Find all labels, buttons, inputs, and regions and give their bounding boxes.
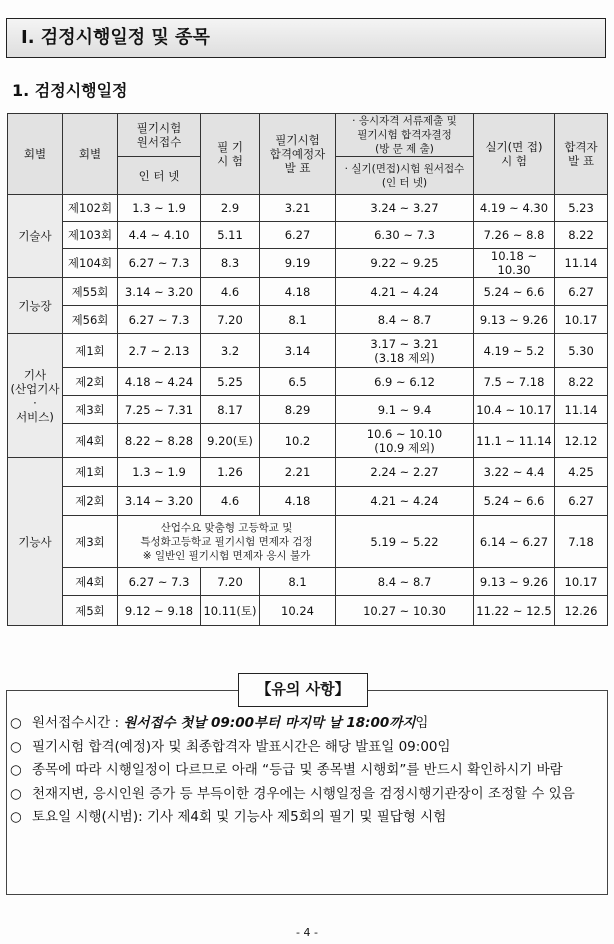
final-cell: 8.22 [555,222,608,249]
docs-cell: 8.4 ~ 8.7 [336,568,474,596]
practical-cell: 9.13 ~ 9.26 [474,568,555,596]
final-cell: 12.12 [555,424,608,458]
practical-cell: 7.26 ~ 8.8 [474,222,555,249]
docs-cell: 5.19 ~ 5.22 [336,516,474,568]
final-cell: 8.22 [555,368,608,396]
grade-cell: 기사 (산업기사 · 서비스) [8,334,63,458]
round-cell: 제1회 [63,458,118,487]
page-number: - 4 - [296,926,318,939]
header-written-exam: 필 기 시 험 [201,114,260,195]
written-cell: 8.3 [201,249,260,278]
apply-cell: 6.27 ~ 7.3 [118,568,201,596]
notice-text: 필기시험 합격(예정)자 및 최종합격자 발표시간은 해당 발표일 09:00임 [32,738,451,755]
announce-cell: 3.21 [260,195,336,222]
practical-cell: 7.5 ~ 7.18 [474,368,555,396]
final-cell: 5.30 [555,334,608,368]
table-body [8,195,608,626]
practical-cell: 9.13 ~ 9.26 [474,306,555,334]
docs-cell: 3.17 ~ 3.21 (3.18 제외) [336,334,474,368]
round-cell: 제1회 [63,334,118,368]
grade-cell: 기술사 [8,195,63,278]
announce-cell: 8.1 [260,306,336,334]
announce-cell: 8.29 [260,396,336,424]
grade-cell: 기능사 [8,458,63,626]
written-cell: 10.11(토) [201,596,260,626]
apply-cell: 4.4 ~ 4.10 [118,222,201,249]
announce-cell: 4.18 [260,487,336,516]
apply-cell: 4.18 ~ 4.24 [118,368,201,396]
table-row [8,487,608,516]
announce-cell: 10.24 [260,596,336,626]
written-cell: 4.6 [201,278,260,306]
round-cell: 제3회 [63,396,118,424]
final-cell: 10.17 [555,306,608,334]
table-row [8,278,608,306]
notice-emphasis: 원서접수 첫날 09:00부터 마지막 날 18:00까지 [123,715,416,731]
practical-cell: 5.24 ~ 6.6 [474,278,555,306]
grade-cell: 기능장 [8,278,63,334]
section-title: Ⅰ. 검정시행일정 및 종목 [6,18,606,58]
bullet-icon: ○ [10,715,22,731]
final-cell: 11.14 [555,249,608,278]
docs-cell: 2.24 ~ 2.27 [336,458,474,487]
notice-title: 【유의 사항】 [238,673,368,707]
header-practical-apply: · 실기(면접)시험 원서접수 (인 터 넷) [336,157,474,195]
written-cell: 3.2 [201,334,260,368]
practical-cell: 5.24 ~ 6.6 [474,487,555,516]
apply-cell: 3.14 ~ 3.20 [118,278,201,306]
header-final: 합격자 발 표 [555,114,608,195]
apply-cell: 6.27 ~ 7.3 [118,249,201,278]
docs-cell: 8.4 ~ 8.7 [336,306,474,334]
notice-item [10,736,605,760]
table-row [8,368,608,396]
practical-cell: 11.22 ~ 12.5 [474,596,555,626]
written-cell: 5.11 [201,222,260,249]
notice-text: 원서접수시간 : 원서접수 첫날 09:00부터 마지막 날 18:00까지임 [32,715,429,731]
notice-text: 천재지변, 응시인원 증가 등 부득이한 경우에는 시행일정을 검정시행기관장이 조정할 수 있음 [32,785,575,802]
final-cell: 11.14 [555,396,608,424]
table-row [8,195,608,222]
docs-cell: 10.27 ~ 10.30 [336,596,474,626]
notice-item [10,783,605,807]
practical-cell: 4.19 ~ 4.30 [474,195,555,222]
header-grade: 회별 [8,114,63,195]
round-cell: 제4회 [63,424,118,458]
announce-cell: 9.19 [260,249,336,278]
final-cell: 12.26 [555,596,608,626]
apply-cell: 6.27 ~ 7.3 [118,306,201,334]
written-cell: 5.25 [201,368,260,396]
round-cell: 제3회 [63,516,118,568]
round-cell: 제2회 [63,487,118,516]
header-online: 인 터 넷 [118,157,201,195]
final-cell: 10.17 [555,568,608,596]
round-cell: 제55회 [63,278,118,306]
practical-cell: 11.1 ~ 11.14 [474,424,555,458]
subtitle: 1. 검정시행일정 [12,81,128,100]
apply-cell: 1.3 ~ 1.9 [118,195,201,222]
written-cell: 9.20(토) [201,424,260,458]
header-docs: · 응시자격 서류제출 및 필기시험 합격자결정 (방 문 제 출) [336,114,474,157]
practical-cell: 10.18 ~ 10.30 [474,249,555,278]
round-cell: 제2회 [63,368,118,396]
table-row [8,306,608,334]
docs-cell: 3.24 ~ 3.27 [336,195,474,222]
notice-list [10,712,605,830]
notice-text: 종목에 따라 시행일정이 다르므로 아래 “등급 및 종목별 시행회”를 반드시 확인하시기 바람 [32,762,563,778]
final-cell: 6.27 [555,487,608,516]
notice-item [10,806,605,830]
table-row [8,516,608,568]
practical-cell: 4.19 ~ 5.2 [474,334,555,368]
table-row [8,396,608,424]
table-row [8,222,608,249]
written-cell: 4.6 [201,487,260,516]
practical-cell: 3.22 ~ 4.4 [474,458,555,487]
bullet-icon: ○ [10,809,22,825]
header-practical: 실기(면 접) 시 험 [474,114,555,195]
docs-cell: 4.21 ~ 4.24 [336,487,474,516]
docs-cell: 9.22 ~ 9.25 [336,249,474,278]
table-row [8,249,608,278]
schedule-table [7,113,608,626]
final-cell: 5.23 [555,195,608,222]
header-written-announce: 필기시험 합격예정자 발 표 [260,114,336,195]
apply-cell: 7.25 ~ 7.31 [118,396,201,424]
round-cell: 제4회 [63,568,118,596]
docs-cell: 4.21 ~ 4.24 [336,278,474,306]
apply-cell: 1.3 ~ 1.9 [118,458,201,487]
practical-cell: 6.14 ~ 6.27 [474,516,555,568]
apply-cell: 9.12 ~ 9.18 [118,596,201,626]
round-cell: 제102회 [63,195,118,222]
announce-cell: 6.5 [260,368,336,396]
header-written-apply: 필기시험 원서접수 [118,114,201,157]
docs-cell: 6.9 ~ 6.12 [336,368,474,396]
written-cell: 7.20 [201,568,260,596]
written-cell: 2.9 [201,195,260,222]
docs-cell: 6.30 ~ 7.3 [336,222,474,249]
table-row [8,424,608,458]
round-cell: 제103회 [63,222,118,249]
written-cell: 7.20 [201,306,260,334]
announce-cell: 2.21 [260,458,336,487]
written-cell: 1.26 [201,458,260,487]
bullet-icon: ○ [10,785,22,802]
round-cell: 제56회 [63,306,118,334]
round-cell: 제5회 [63,596,118,626]
docs-cell: 9.1 ~ 9.4 [336,396,474,424]
table-row [8,596,608,626]
table-row [8,458,608,487]
docs-cell: 10.6 ~ 10.10 (10.9 제외) [336,424,474,458]
notice-text: 토요일 시행(시범): 기사 제4회 및 기능사 제5회의 필기 및 필답형 시험 [32,809,447,825]
practical-cell: 10.4 ~ 10.17 [474,396,555,424]
announce-cell: 10.2 [260,424,336,458]
announce-cell: 8.1 [260,568,336,596]
bullet-icon: ○ [10,762,22,778]
table-header [8,114,608,195]
table-row [8,334,608,368]
announce-cell: 6.27 [260,222,336,249]
written-cell: 8.17 [201,396,260,424]
round-cell: 제104회 [63,249,118,278]
table-row [8,568,608,596]
announce-cell: 3.14 [260,334,336,368]
notice-item [10,759,605,783]
final-cell: 6.27 [555,278,608,306]
apply-cell: 3.14 ~ 3.20 [118,487,201,516]
apply-cell: 8.22 ~ 8.28 [118,424,201,458]
header-round: 회별 [63,114,118,195]
exemption-note: 산업수요 맞춤형 고등학교 및 특성화고등학교 필기시험 면제자 검정 ※ 일반인 필기시험 면제자 응시 불가 [118,516,336,568]
final-cell: 7.18 [555,516,608,568]
announce-cell: 4.18 [260,278,336,306]
apply-cell: 2.7 ~ 2.13 [118,334,201,368]
notice-item [10,712,605,736]
final-cell: 4.25 [555,458,608,487]
bullet-icon: ○ [10,738,22,755]
